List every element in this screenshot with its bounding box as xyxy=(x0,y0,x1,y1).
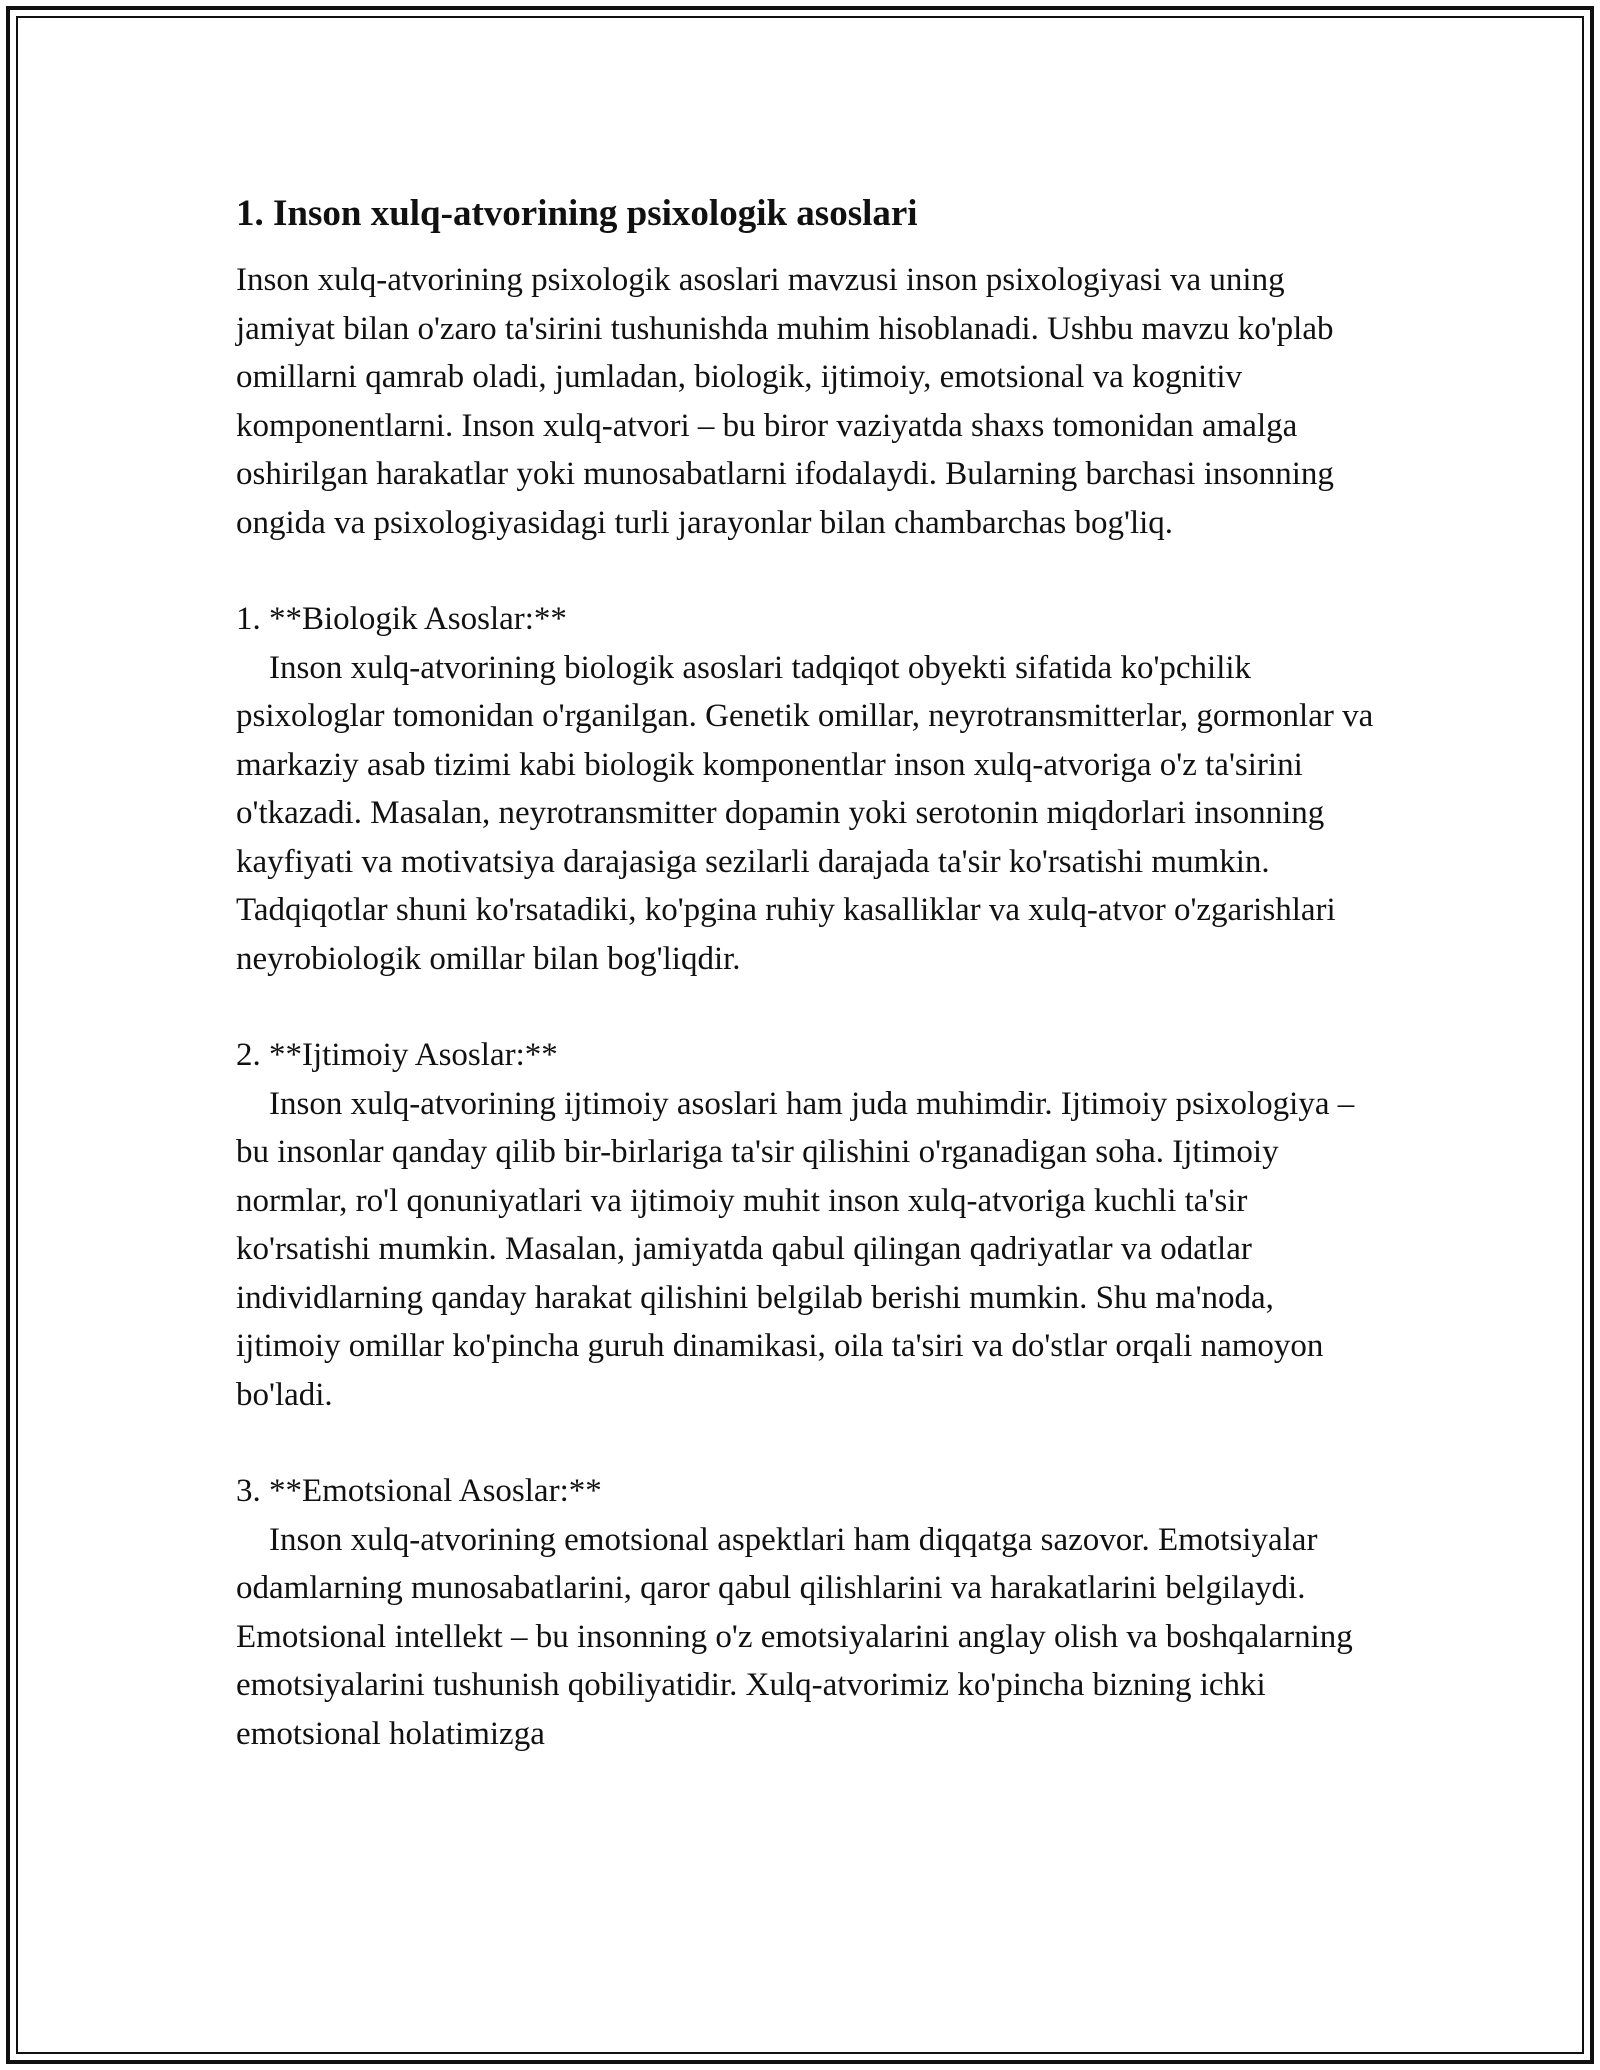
section-title: 1. **Biologik Asoslar:** xyxy=(236,601,567,637)
section-body xyxy=(236,1516,1376,1759)
document-heading: 1. Inson xulq-atvorining psixologik asoslari xyxy=(236,193,918,234)
section-title: 2. **Ijtimoiy Asoslar:** xyxy=(236,1037,558,1073)
document-content xyxy=(236,186,1382,1758)
section-body xyxy=(236,644,1382,984)
section-title: 3. **Emotsional Asoslar:** xyxy=(236,1473,602,1509)
section-social xyxy=(236,1031,1376,1419)
section-body-text: Inson xulq-atvorining biologik asoslari tadqiqot obyekti sifatida ko'pchilik psixologlar tomonidan o'rganilgan. Genetik omillar, neyrotransmitterlar, gormonlar va markaziy asab tizimi kabi biologik komponentlar inson xulq-atvoriga o'z ta'sirini o'tkazadi. Masalan, neyrotransmitter dopamin yoki serotonin miqdorlari insonning kayfiyati va motivatsiya darajasiga sezilarli darajada ta'sir ko'rsatishi mumkin. Tadqiqotlar shuni ko'rsatadiki, ko'pgina ruhiy kasalliklar va xulq-atvor o'zgarishlari neyrobiologik omillar bilan bog'liqdir. xyxy=(236,649,1382,977)
section-body-text: Inson xulq-atvorining emotsional aspektlari ham diqqatga sazovor. Emotsiyalar odamlarning munosabatlarini, qaror qabul qilishlarini va harakatlarini belgilaydi. Emotsional intellekt – bu insonning o'z emotsiyalarini anglay olish va boshqalarning emotsiyalarini tushunish qobiliyatidir. Xulq-atvorimiz ko'pincha bizning ichki emotsional holatimizga xyxy=(236,1521,1362,1752)
section-body-text: Inson xulq-atvorining ijtimoiy asoslari ham juda muhimdir. Ijtimoiy psixologiya – bu insonlar qanday qilib bir-birlariga ta'sir qilishini o'rganadigan soha. Ijtimoiy normlar, ro'l qonuniyatlari va ijtimoiy muhit inson xulq-atvoriga kuchli ta'sir ko'rsatishi mumkin. Masalan, jamiyatda qabul qilingan qadriyatlar va odatlar individlarning qanday harakat qilishini belgilab berishi mumkin. Shu ma'noda, ijtimoiy omillar ko'pincha guruh dinamikasi, oila ta'siri va do'stlar orqali namoyon bo'ladi. xyxy=(236,1085,1363,1413)
section-emotional xyxy=(236,1467,1376,1758)
intro-paragraph: Inson xulq-atvorining psixologik asoslari mavzusi inson psixologiyasi va uning jamiyat bilan o'zaro ta'sirini tushunishda muhim hisoblanadi. Ushbu mavzu ko'plab omillarni qamrab oladi, jumladan, biologik, ijtimoiy, emotsional va kognitiv komponentlarni. Inson xulq-atvori – bu biror vaziyatda shaxs tomonidan amalga oshirilgan harakatlar yoki munosabatlarni ifodalaydi. Bularning barchasi insonning ongida va psixologiyasidagi turli jarayonlar bilan chambarchas bog'liq. xyxy=(236,262,1343,541)
section-biological xyxy=(236,595,1382,983)
section-body xyxy=(236,1080,1376,1420)
